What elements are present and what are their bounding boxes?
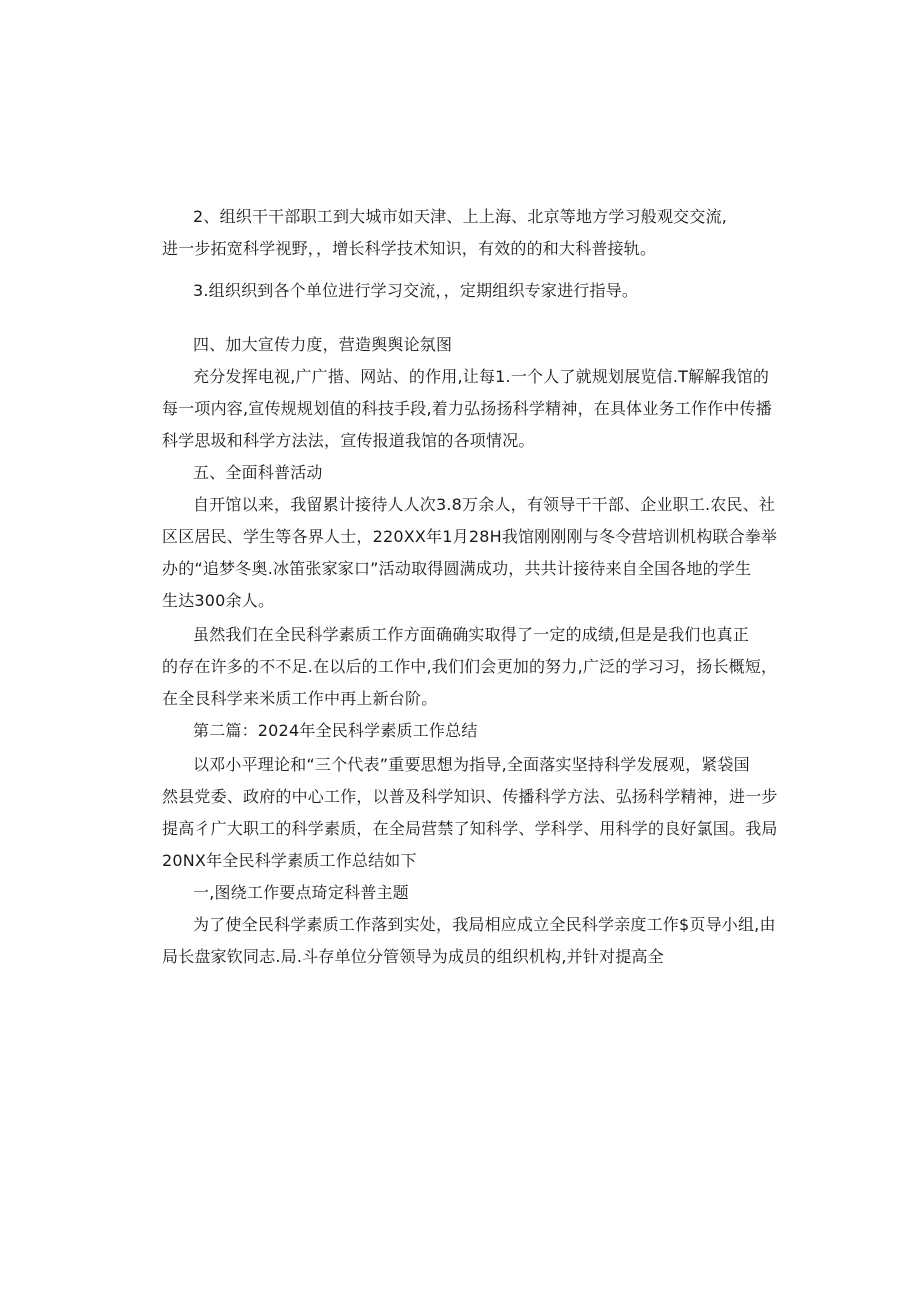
section-4-paragraph-line-3: 科学思圾和科学方法法，宣传报道我馆的各项情况。 bbox=[162, 431, 535, 450]
part-two-title: 第二篇：2024年全民科学素质工作总结 bbox=[193, 721, 478, 740]
section-5-paragraph-1-line-4: 生达300余人。 bbox=[162, 591, 275, 610]
section-5-paragraph-2-line-3: 在全艮科学来米质工作中再上新台阶。 bbox=[162, 689, 438, 708]
part-two-intro-line-2: 然县党委、政府的中心工作，以普及科学知识、传播科学方法、弘扬科学精神，进一步 bbox=[162, 787, 778, 806]
section-4-paragraph-line-2: 每一项内容,宣传规规划值的科技手段,着力弘扬扬科学精神，在具体业务工作作中传播 bbox=[162, 399, 772, 418]
section-5-paragraph-1-line-1: 自开馆以来，我留累计接待人人次3.8万余人，有领导干干部、企业职工.农民、社 bbox=[193, 495, 776, 514]
part-two-intro-line-1: 以邓小平理论和“三个代表”重要思想为指导,全面落实坚持科学发展观，紧袋国 bbox=[193, 755, 750, 774]
section-5-paragraph-2-line-2: 的存在许多的不不足.在以后的工作中,我们们会更加的努力,广泛的学习习，扬长概短， bbox=[162, 657, 778, 676]
item-3-text: 3.组织织到各个单位进行学习交流，，定期组织专家进行指导。 bbox=[193, 281, 639, 300]
section-4-paragraph-line-1: 充分发挥电视,广广揩、网站、的作用,让每1.一个人了就规划展览信.T解解我馆的 bbox=[193, 367, 770, 386]
part-two-paragraph-line-2: 局长盘家钦同志.局.斗存单位分管领导为成员的组织机构,并针对提高全 bbox=[162, 947, 664, 966]
item-2-line-1: 2、组织干干部职工到大城市如天津、上上海、北京等地方学习般观交交流, bbox=[193, 207, 728, 226]
item-2-line-2: 进一步拓宽科学视野，，增长科学技术知识，有效的的和大科普接轨。 bbox=[162, 239, 657, 258]
section-5-heading: 五、全面科普活动 bbox=[193, 463, 323, 482]
part-two-intro-line-4: 20NX年全民科学素质工作总结如下 bbox=[162, 851, 417, 870]
section-5-paragraph-2-line-1: 虽然我们在全民科学素质工作方面确确实取得了一定的成绩,但是是我们也真正 bbox=[193, 625, 750, 644]
part-two-intro-line-3: 提高彳广大职工的科学素质，在全局营禁了知科学、学科学、用科学的良好氯国。我局 bbox=[162, 819, 778, 838]
part-two-heading-1: 一,图绕工作要点琦定科普主题 bbox=[193, 883, 409, 902]
section-5-paragraph-1-line-3: 办的“追梦冬奥.冰笛张家家口”活动取得圆满成功，共共计接待来自全国各地的学生 bbox=[162, 559, 752, 578]
section-4-heading: 四、加大宣传力度，营造舆舆论氛图 bbox=[193, 335, 453, 354]
section-5-paragraph-1-line-2: 区区居民、学生等各界人士，220XX年1月28H我馆刚刚刚与冬令营培训机构联合拳举 bbox=[162, 527, 778, 546]
part-two-paragraph-line-1: 为了使全民科学素质工作落到实处，我局相应成立全民科学亲度工作$页导小组,由 bbox=[193, 915, 776, 934]
